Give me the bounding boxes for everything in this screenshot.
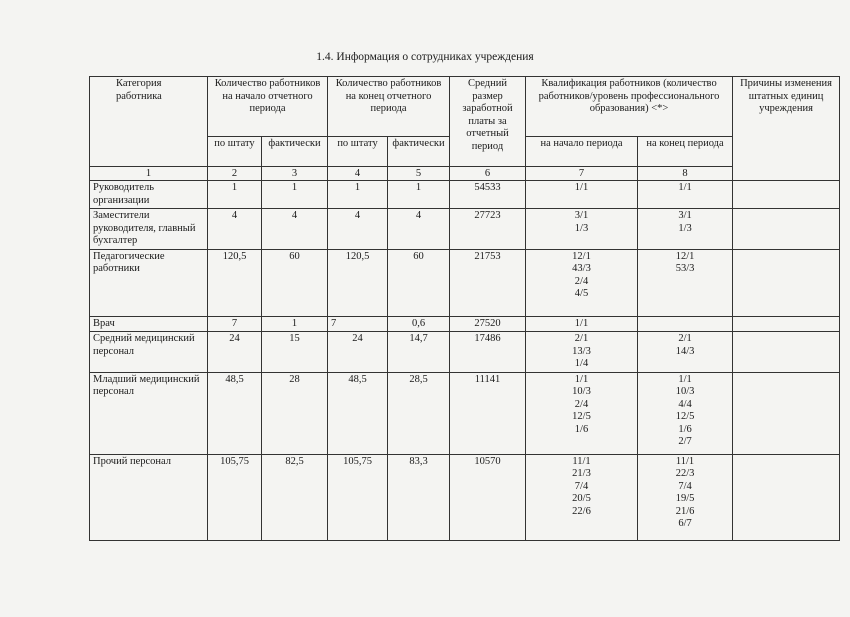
cell-actual-end: 60 <box>388 249 450 316</box>
cell-actual-end: 28,5 <box>388 372 450 454</box>
table-row <box>90 181 840 209</box>
column-number: 3 <box>262 167 328 181</box>
column-number: 2 <box>208 167 262 181</box>
cell-actual-end: 0,6 <box>388 316 450 332</box>
cell-qual-end <box>638 316 733 332</box>
header-reasons: Причины изменения штатных единиц учреждения <box>733 77 840 181</box>
header-category: Категория работника <box>90 77 208 167</box>
cell-actual-start: 82,5 <box>262 454 328 540</box>
cell-qual-end: 1/1 <box>638 181 733 209</box>
cell-qual-start: 1/1 10/3 2/4 12/5 1/6 <box>526 372 638 454</box>
column-number: 1 <box>90 167 208 181</box>
cell-actual-start: 60 <box>262 249 328 316</box>
header-salary: Средний размер заработной платы за отчетный период <box>450 77 526 167</box>
row-category: Заместители руководителя, главный бухгалтер <box>90 209 208 250</box>
row-category: Педагогические работники <box>90 249 208 316</box>
cell-staff-end: 48,5 <box>328 372 388 454</box>
cell-staff-end: 1 <box>328 181 388 209</box>
cell-reason <box>733 454 840 540</box>
cell-actual-start: 15 <box>262 332 328 373</box>
row-category: Врач <box>90 316 208 332</box>
cell-staff-end: 24 <box>328 332 388 373</box>
table-row <box>90 316 840 332</box>
cell-staff-end: 4 <box>328 209 388 250</box>
header-qual-end: на конец периода <box>638 137 733 167</box>
header-by-staff-end: по штату <box>328 137 388 167</box>
cell-salary: 10570 <box>450 454 526 540</box>
cell-salary: 17486 <box>450 332 526 373</box>
row-category: Прочий персонал <box>90 454 208 540</box>
cell-qual-start: 1/1 <box>526 316 638 332</box>
cell-reason <box>733 209 840 250</box>
cell-salary: 21753 <box>450 249 526 316</box>
cell-qual-end: 11/1 22/3 7/4 19/5 21/6 6/7 <box>638 454 733 540</box>
cell-actual-end: 4 <box>388 209 450 250</box>
cell-qual-end: 3/1 1/3 <box>638 209 733 250</box>
cell-staff-start: 1 <box>208 181 262 209</box>
cell-staff-end: 105,75 <box>328 454 388 540</box>
cell-reason <box>733 181 840 209</box>
header-count-end: Количество работников на конец отчетного периода <box>328 77 450 137</box>
staff-table <box>89 76 840 541</box>
cell-qual-start: 12/1 43/3 2/4 4/5 <box>526 249 638 316</box>
cell-qual-end: 2/1 14/3 <box>638 332 733 373</box>
cell-reason <box>733 316 840 332</box>
cell-staff-start: 120,5 <box>208 249 262 316</box>
cell-actual-start: 28 <box>262 372 328 454</box>
page-title: 1.4. Информация о сотрудниках учреждения <box>316 51 534 63</box>
cell-qual-end: 1/1 10/3 4/4 12/5 1/6 2/7 <box>638 372 733 454</box>
header-qual-start: на начало периода <box>526 137 638 167</box>
row-category: Руководитель организации <box>90 181 208 209</box>
cell-actual-start: 1 <box>262 181 328 209</box>
cell-actual-end: 14,7 <box>388 332 450 373</box>
header-actual-end: фактически <box>388 137 450 167</box>
cell-staff-end: 7 <box>328 316 388 332</box>
column-number: 8 <box>638 167 733 181</box>
cell-salary: 27520 <box>450 316 526 332</box>
cell-qual-start: 2/1 13/3 1/4 <box>526 332 638 373</box>
cell-salary: 11141 <box>450 372 526 454</box>
table-row <box>90 332 840 373</box>
table-row <box>90 209 840 250</box>
cell-actual-start: 1 <box>262 316 328 332</box>
cell-staff-end: 120,5 <box>328 249 388 316</box>
table-row <box>90 454 840 540</box>
column-number: 6 <box>450 167 526 181</box>
row-category: Младший медицинский персонал <box>90 372 208 454</box>
cell-staff-start: 4 <box>208 209 262 250</box>
header-by-staff-start: по штату <box>208 137 262 167</box>
cell-reason <box>733 332 840 373</box>
cell-staff-start: 48,5 <box>208 372 262 454</box>
cell-qual-start: 3/1 1/3 <box>526 209 638 250</box>
column-number: 5 <box>388 167 450 181</box>
column-number: 4 <box>328 167 388 181</box>
column-number: 7 <box>526 167 638 181</box>
cell-reason <box>733 372 840 454</box>
cell-qual-end: 12/1 53/3 <box>638 249 733 316</box>
header-count-start: Количество работников на начало отчетного периода <box>208 77 328 137</box>
cell-staff-start: 105,75 <box>208 454 262 540</box>
cell-salary: 27723 <box>450 209 526 250</box>
cell-actual-end: 1 <box>388 181 450 209</box>
row-category: Средний медицинский персонал <box>90 332 208 373</box>
table-row <box>90 372 840 454</box>
cell-staff-start: 24 <box>208 332 262 373</box>
cell-actual-start: 4 <box>262 209 328 250</box>
cell-staff-start: 7 <box>208 316 262 332</box>
header-qualification: Квалификация работников (количество работников/уровень профессионального образования) <*> <box>526 77 733 137</box>
header-actual-start: фактически <box>262 137 328 167</box>
cell-qual-start: 11/1 21/3 7/4 20/5 22/6 <box>526 454 638 540</box>
table-row <box>90 249 840 316</box>
cell-qual-start: 1/1 <box>526 181 638 209</box>
cell-reason <box>733 249 840 316</box>
cell-actual-end: 83,3 <box>388 454 450 540</box>
cell-salary: 54533 <box>450 181 526 209</box>
